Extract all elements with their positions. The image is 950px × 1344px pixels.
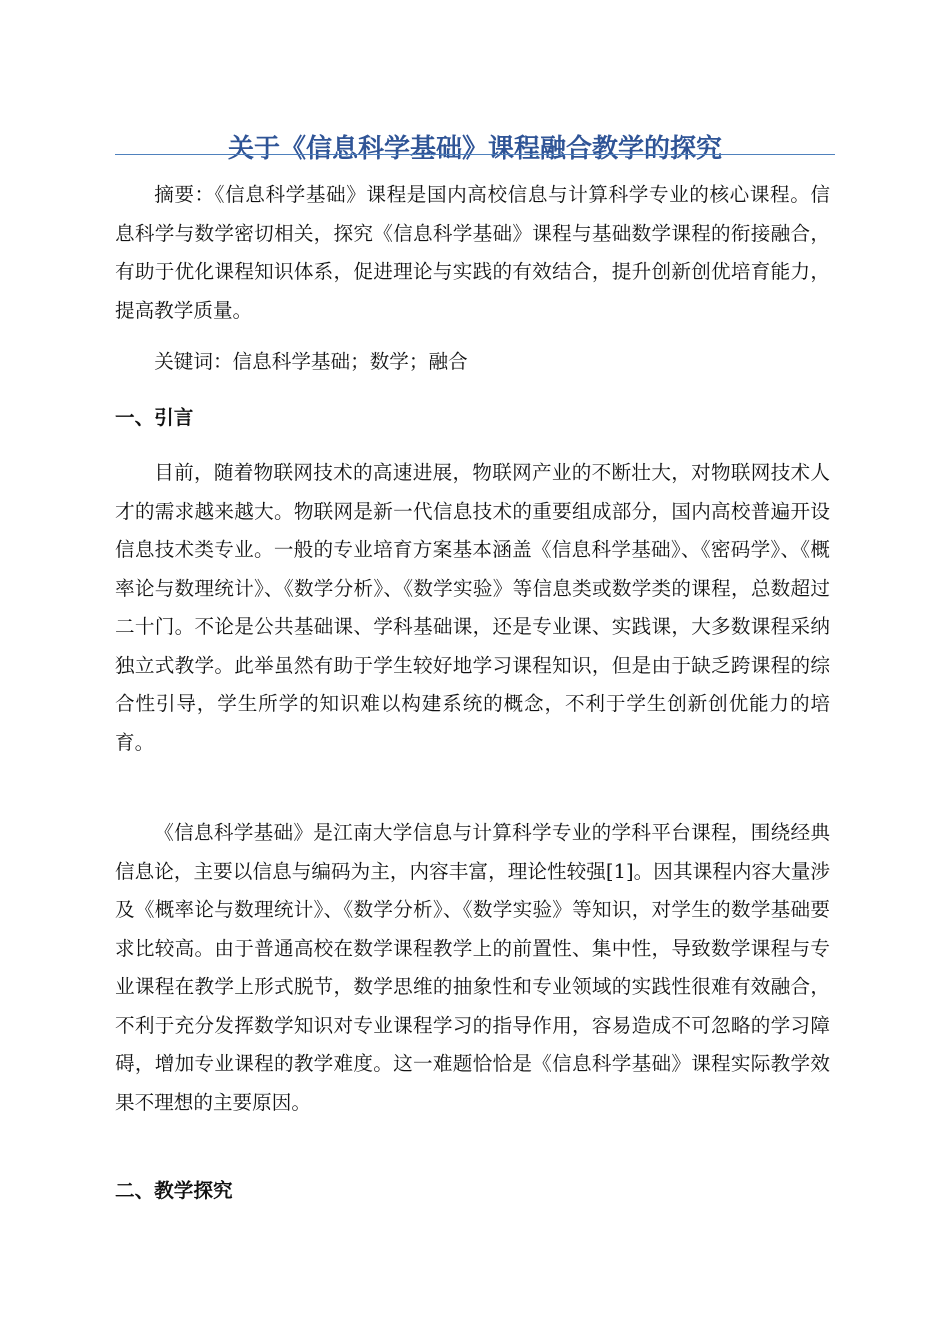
abstract-paragraph: 摘要：《信息科学基础》课程是国内高校信息与计算科学专业的核心课程。信息科学与数学密切相关，探究《信息科学基础》课程与基础数学课程的衔接融合，有助于优化课程知识体系，促进理论与实践的有效结合，提升创新创优培育能力，提高教学质量。 (115, 183, 830, 322)
section-heading-teaching-exploration: 二、教学探究 (115, 1179, 233, 1202)
section-heading-introduction: 一、引言 (115, 406, 194, 429)
body-paragraph: 《信息科学基础》是江南大学信息与计算科学专业的学科平台课程，围绕经典信息论，主要以信息与编码为主，内容丰富，理论性较强[1]。因其课程内容大量涉及《概率论与数理统计》、《数学分析》、《数学实验》等知识，对学生的数学基础要求比较高。由于普通高校在数学课程教学上的前置性、集中性，导致数学课程与专业课程在教学上形式脱节，数学思维的抽象性和专业领域的实践性很难有效融合，不利于充分发挥数学知识对专业课程学习的指导作用，容易造成不可忽略的学习障碍，增加专业课程的教学难度。这一难题恰恰是《信息科学基础》课程实际教学效果不理想的主要原因。 (115, 821, 830, 1114)
document-title: 关于《信息科学基础》课程融合教学的探究 (227, 134, 722, 165)
keywords-line: 关键词：信息科学基础；数学；融合 (154, 350, 468, 373)
body-paragraph: 目前，随着物联网技术的高速进展，物联网产业的不断壮大，对物联网技术人才的需求越来越大。物联网是新一代信息技术的重要组成部分，国内高校普遍开设信息技术类专业。一般的专业培育方案基本涵盖《信息科学基础》、《密码学》、《概率论与数理统计》、《数学分析》、《数学实验》等信息类或数学类的课程，总数超过二十门。不论是公共基础课、学科基础课，还是专业课、实践课，大多数课程采纳独立式教学。此举虽然有助于学生较好地学习课程知识，但是由于缺乏跨课程的综合性引导，学生所学的知识难以构建系统的概念，不利于学生创新创优能力的培育。 (115, 461, 830, 754)
title-underline (115, 154, 835, 155)
